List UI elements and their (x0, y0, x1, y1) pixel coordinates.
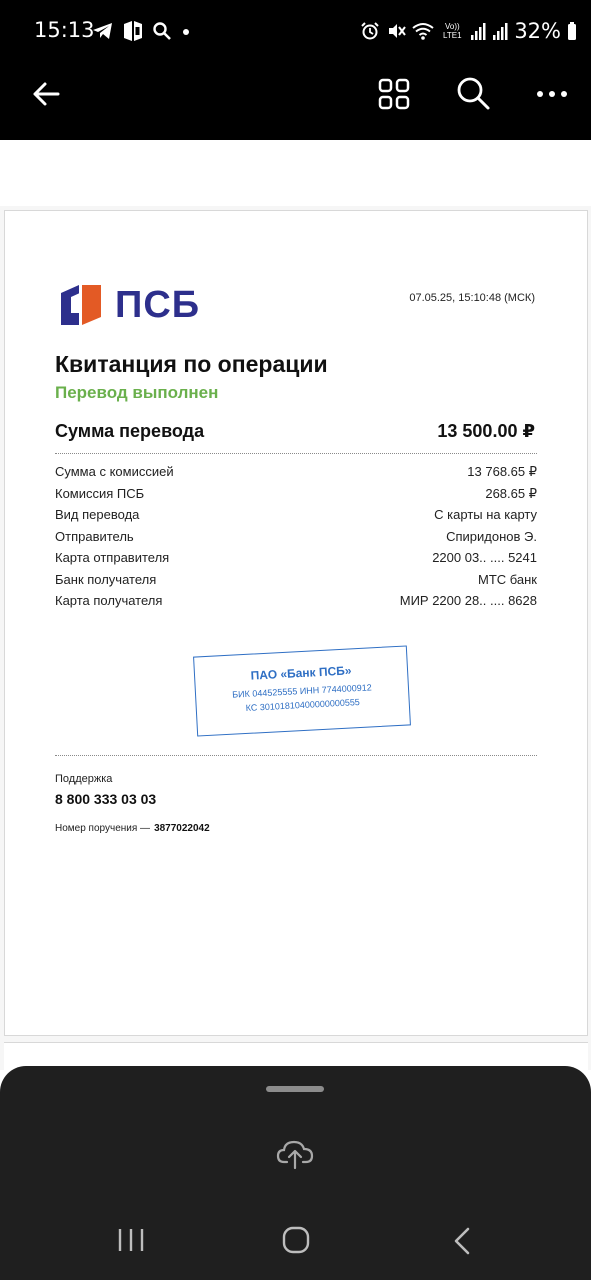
support-label: Поддержка (55, 773, 113, 785)
more-options-icon[interactable] (534, 84, 570, 104)
stamp-bank-name: ПАО «Банк ПСБ» (250, 663, 352, 683)
order-number: 3877022042 (154, 823, 210, 834)
bank-stamp (193, 645, 411, 736)
viewer-top-margin (0, 140, 591, 206)
document-viewer[interactable] (0, 140, 591, 1070)
detail-value: Спиридонов Э. (446, 528, 537, 544)
details-list (55, 464, 537, 615)
alarm-icon (360, 21, 380, 41)
signal-icon-2 (492, 21, 508, 41)
network-type-label: Vo)) LTE1 (443, 22, 462, 40)
detail-row (55, 507, 537, 529)
battery-percent: 32% (514, 19, 561, 43)
detail-row (55, 529, 537, 551)
detail-row (55, 486, 537, 508)
transfer-status: Перевод выполнен (55, 383, 219, 402)
bottom-sheet (0, 1066, 591, 1280)
psb-logo (57, 283, 200, 327)
detail-value: 13 768.65 ₽ (467, 464, 537, 479)
battery-icon (567, 21, 577, 41)
status-time: 15:13 (34, 18, 95, 42)
detail-value: МТС банк (477, 571, 537, 587)
amount-value: 13 500.00 ₽ (437, 421, 535, 441)
upload-cloud-icon[interactable] (276, 1138, 314, 1170)
order-label: Номер поручения — (55, 823, 151, 834)
detail-row (55, 593, 537, 615)
detail-value: С карты на карту (434, 507, 537, 522)
stamp-bik-inn: БИК 044525555 ИНН 7744000912 (231, 682, 373, 700)
detail-label: Сумма с комиссией (55, 464, 174, 479)
home-icon[interactable] (280, 1224, 312, 1256)
divider-dotted (55, 755, 537, 756)
detail-label: Карта получателя (55, 593, 163, 608)
detail-row (55, 550, 537, 572)
search-notification-icon (152, 21, 172, 41)
app-notification-icon (122, 20, 144, 42)
sheet-drag-handle[interactable] (266, 1086, 324, 1092)
psb-logo-text: ПСБ (115, 283, 201, 326)
back-icon[interactable] (450, 1226, 474, 1256)
detail-row (55, 464, 537, 486)
recent-apps-icon[interactable] (116, 1226, 146, 1254)
receipt-title: Квитанция по операции (55, 351, 328, 377)
psb-logo-mark-icon (57, 283, 103, 327)
receipt-page (4, 210, 588, 1036)
back-arrow-icon[interactable] (28, 76, 64, 112)
detail-row (55, 572, 537, 594)
receipt-datetime: 07.05.25, 15:10:48 (МСК) (409, 292, 535, 304)
detail-value: 2200 03.. .... 5241 (432, 550, 537, 565)
support-phone: 8 800 333 03 03 (55, 791, 157, 807)
top-bar (0, 0, 591, 140)
divider-dotted (55, 453, 537, 454)
detail-label: Вид перевода (55, 507, 140, 522)
notification-icons (92, 18, 192, 44)
detail-label: Отправитель (55, 528, 134, 544)
mute-icon (386, 21, 406, 41)
detail-value: 268.65 ₽ (485, 485, 537, 501)
detail-label: Комиссия ПСБ (55, 485, 145, 501)
grid-view-icon[interactable] (376, 76, 412, 112)
system-icons (360, 16, 577, 46)
status-bar (0, 0, 591, 62)
signal-icon-1 (470, 21, 486, 41)
amount-label: Сумма перевода (55, 421, 205, 441)
dot-indicator-icon (180, 21, 192, 41)
order-number-line (55, 823, 210, 834)
search-icon[interactable] (454, 74, 492, 112)
detail-label: Карта отправителя (55, 550, 170, 565)
stamp-ks: КС 30101810400000000555 (245, 696, 361, 713)
wifi-icon (412, 21, 434, 41)
telegram-icon (92, 21, 114, 41)
detail-label: Банк получателя (55, 571, 157, 587)
detail-value: МИР 2200 28.. .... 8628 (399, 593, 537, 608)
